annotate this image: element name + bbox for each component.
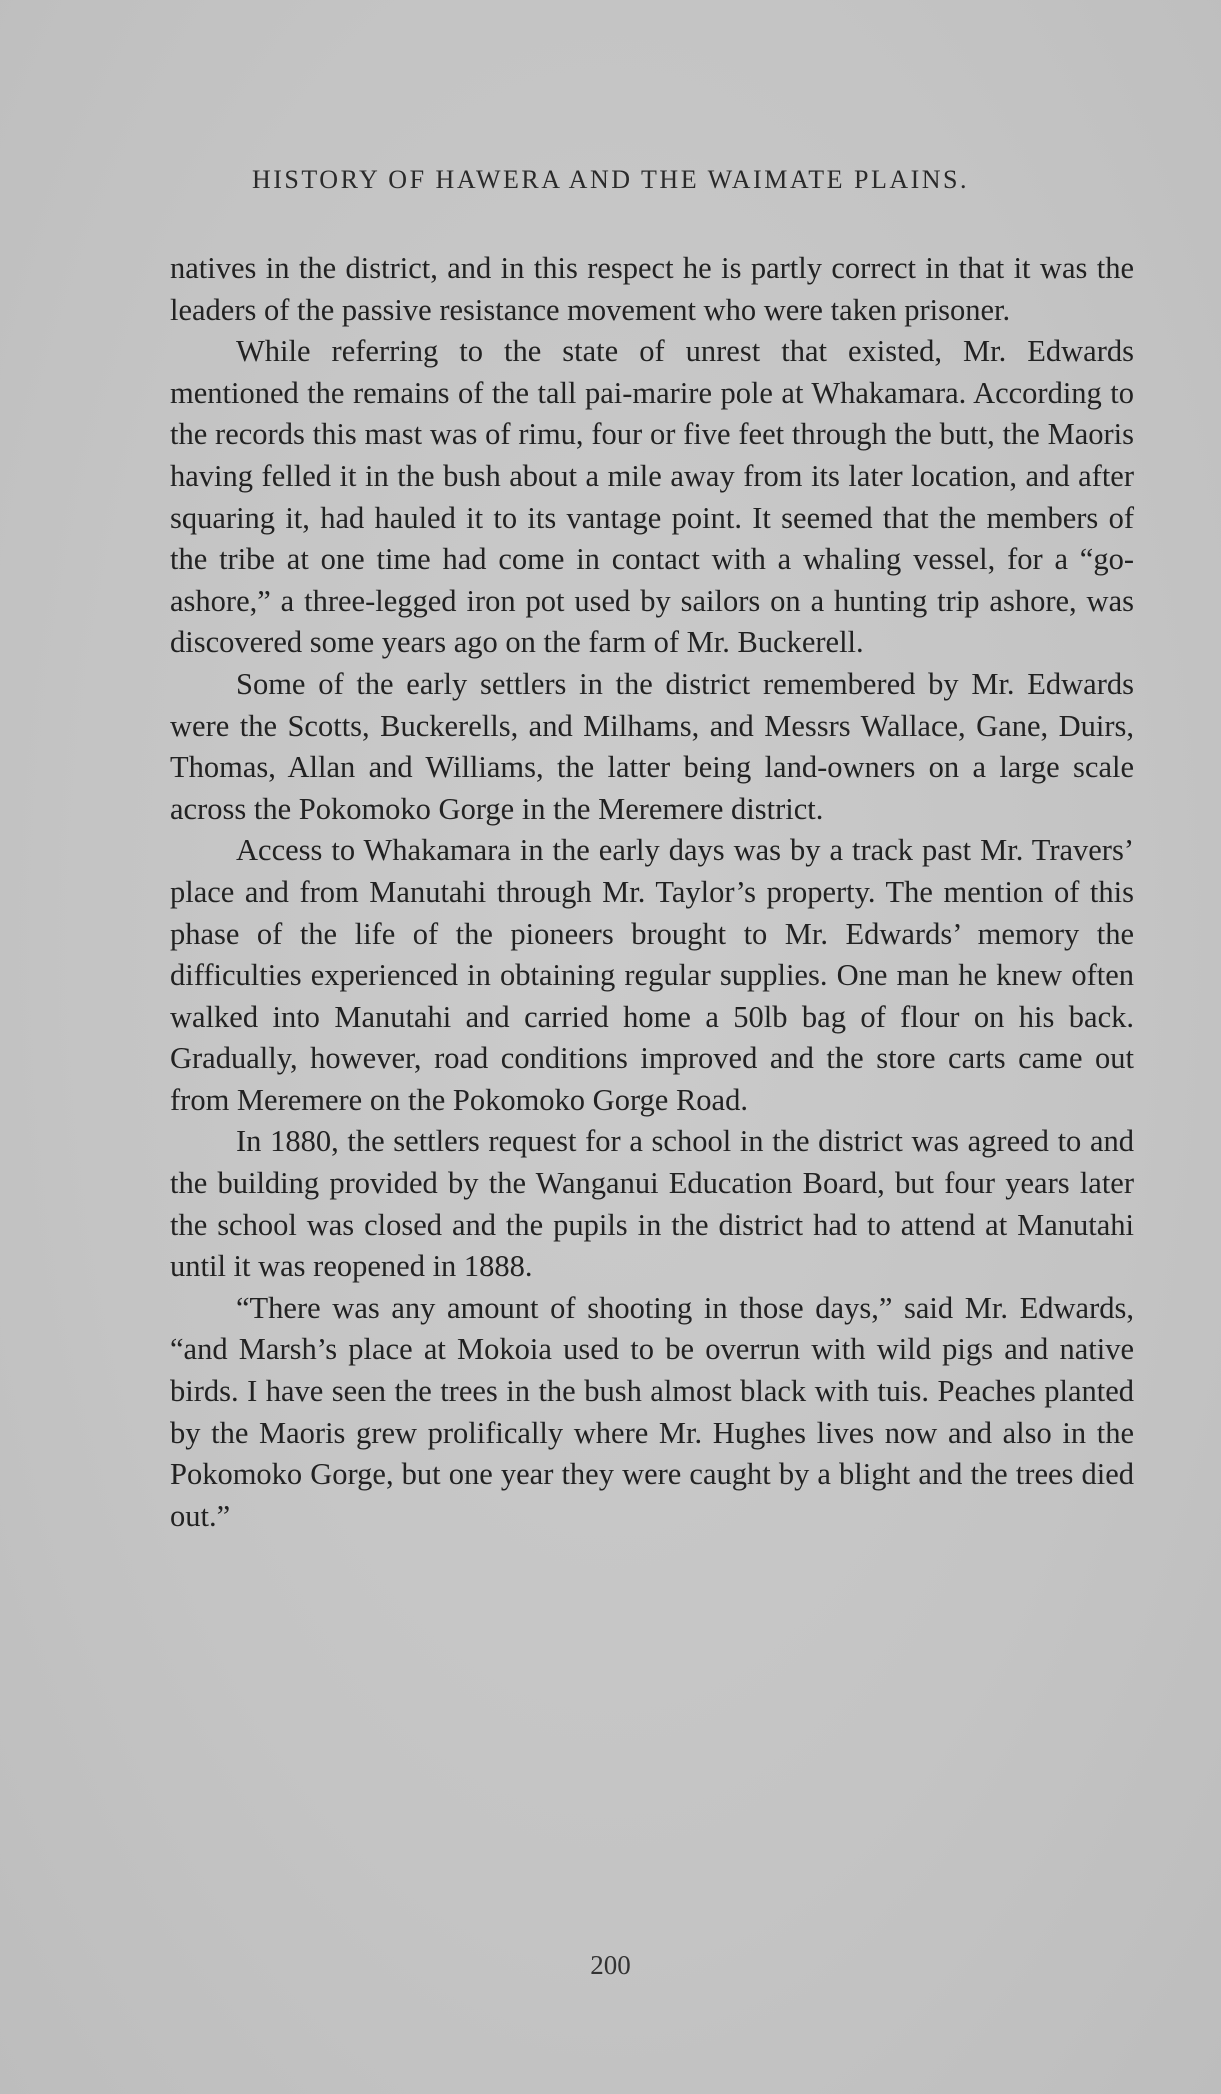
paragraph-3: Some of the early settlers in the district remembered by Mr. Edwards were the Scotts, Buckerells, and Milhams, and Messrs Wallace, Gane, Duirs, Thomas, Allan and Williams, the latter being land-owners on a large scale across the Pokomoko Gorge in the Meremere district.: [170, 666, 1134, 826]
paragraph-1: natives in the district, and in this respect he is partly correct in that it was the leaders of the passive resistance movement who were taken prisoner.: [170, 251, 1134, 327]
paragraph-2: While referring to the state of unrest that existed, Mr. Edwards mentioned the remains of the tall pai-marire pole at Whakamara. According to the records this mast was of rimu, four or five feet through the butt, the Maoris having felled it in the bush about a mile away from its later location, and after squaring it, had hauled it to its vantage point. It seemed that the members of the tribe at one time had come in contact with a whaling vessel, for a “go-ashore,” a three-legged iron pot used by sailors on a hunting trip ashore, was discovered some years ago on the farm of Mr. Buckerell.: [170, 334, 1134, 660]
paragraph-6: “There was any amount of shooting in those days,” said Mr. Edwards, “and Marsh’s place at Mokoia used to be overrun with wild pigs and native birds. I have seen the trees in the bush almost black with tuis. Peaches planted by the Maoris grew prolifically where Mr. Hughes lives now and also in the Pokomoko Gorge, but one year they were caught by a blight and the trees died out.”: [170, 1290, 1134, 1533]
body-text: [170, 248, 1134, 1537]
running-header: HISTORY OF HAWERA AND THE WAIMATE PLAINS.: [252, 165, 969, 194]
page-number: 200: [590, 1950, 631, 1980]
paragraph-4: Access to Whakamara in the early days was by a track past Mr. Travers’ place and from Manutahi through Mr. Taylor’s property. The mention of this phase of the life of the pioneers brought to Mr. Edwards’ memory the difficulties experienced in obtaining regular supplies. One man he knew often walked into Manutahi and carried home a 50lb bag of flour on his back. Gradually, however, road conditions improved and the store carts came out from Meremere on the Pokomoko Gorge Road.: [170, 833, 1134, 1117]
paragraph-5: In 1880, the settlers request for a school in the district was agreed to and the building provided by the Wanganui Education Board, but four years later the school was closed and the pupils in the district had to attend at Manutahi until it was reopened in 1888.: [170, 1124, 1134, 1284]
